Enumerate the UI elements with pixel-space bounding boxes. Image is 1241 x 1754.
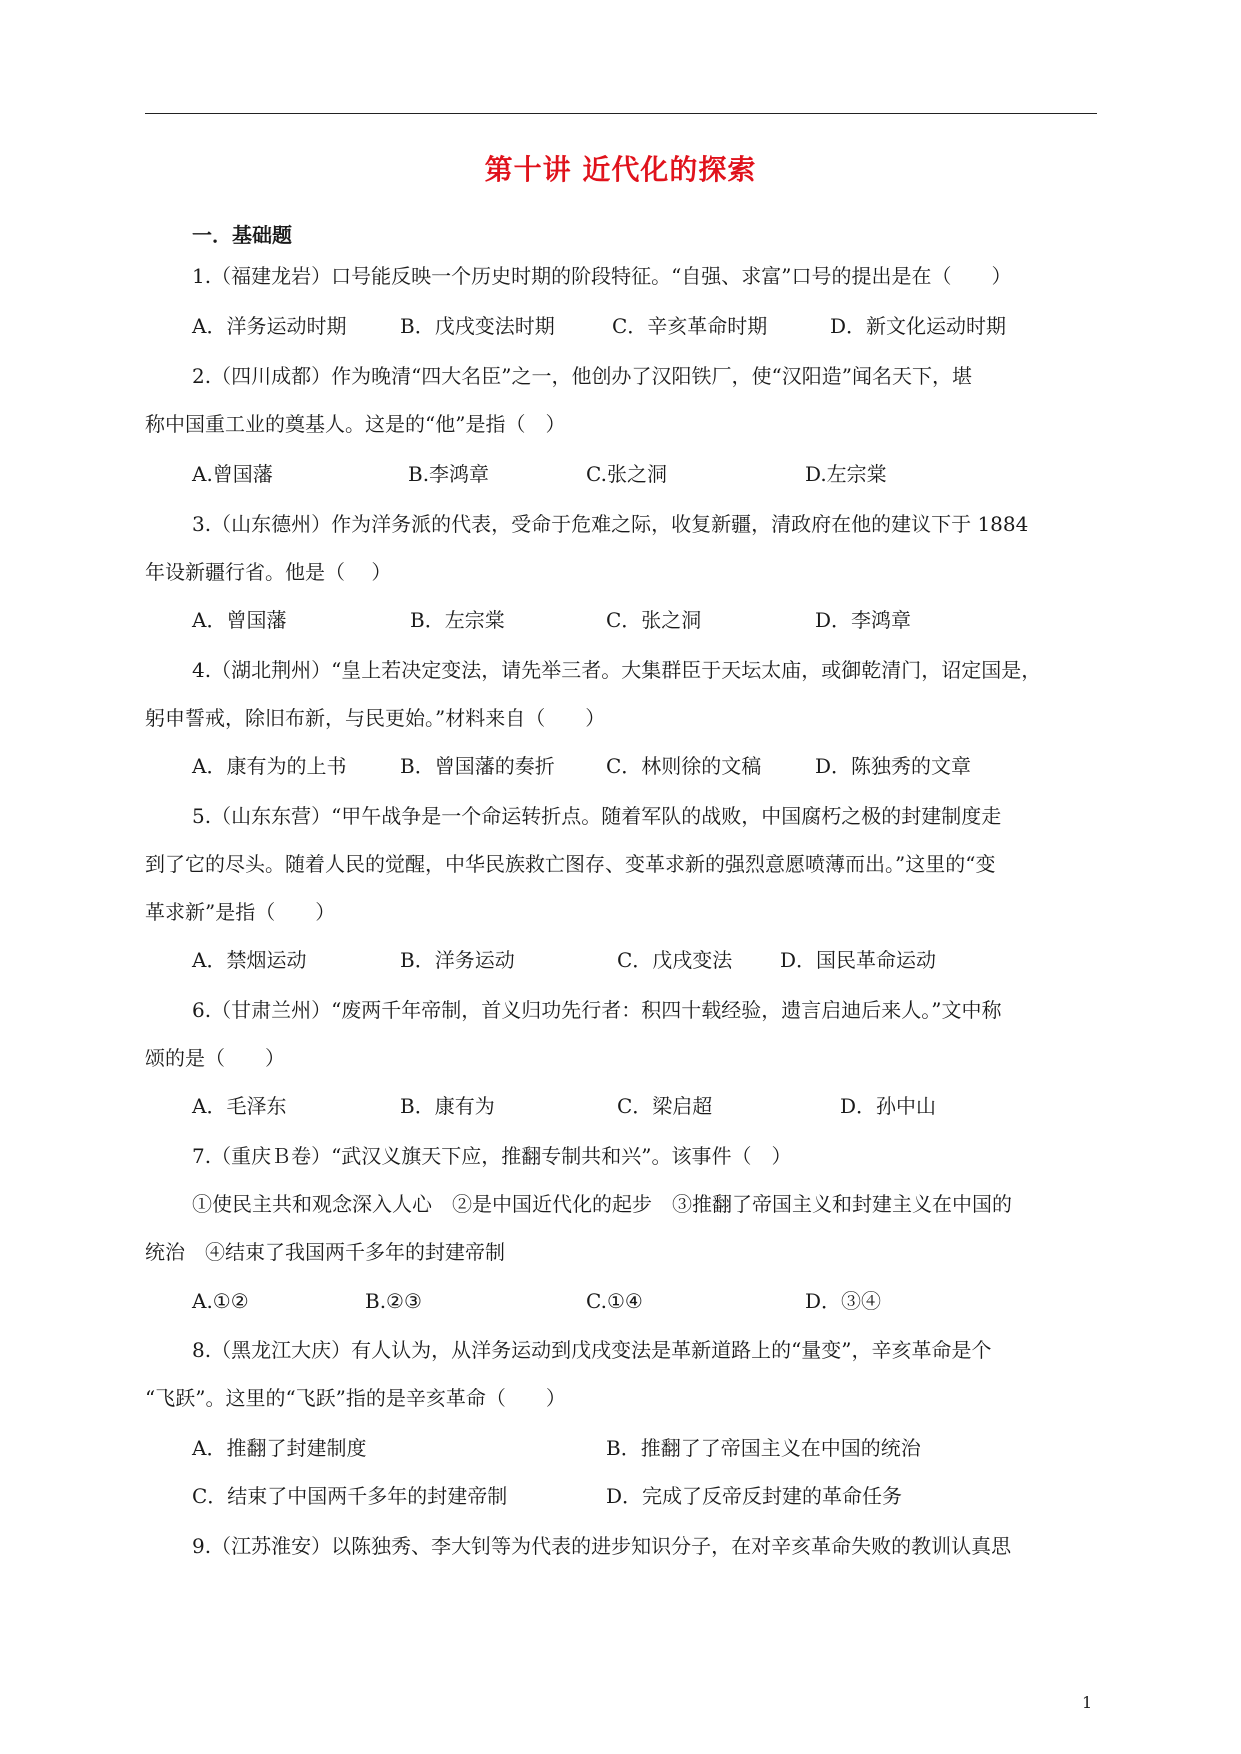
option-b: B．洋务运动 — [400, 948, 515, 972]
question-text: 1.（福建龙岩）口号能反映一个历史时期的阶段特征。“自强、求富”口号的提出是在（ ） — [192, 264, 1012, 288]
page-number: 1 — [1082, 1693, 1093, 1712]
option-c: C．辛亥革命时期 — [612, 314, 768, 338]
question-text: 年设新疆行省。他是（ ） — [145, 560, 392, 584]
question-text: 7.（重庆Ｂ卷）“武汉义旗天下应，推翻专制共和兴”。该事件（ ） — [192, 1144, 792, 1168]
option-c: C．林则徐的文稿 — [606, 754, 762, 778]
question-text: 颂的是（ ） — [145, 1046, 285, 1070]
option-c: C．戊戌变法 — [617, 948, 733, 972]
question-text: 8.（黑龙江大庆）有人认为，从洋务运动到戊戌变法是革新道路上的“量变”，辛亥革命是个 — [192, 1338, 992, 1362]
question-text: “飞跃”。这里的“飞跃”指的是辛亥革命（ ） — [145, 1386, 566, 1410]
option-b: B．康有为 — [400, 1094, 495, 1118]
question-text: 2.（四川成都）作为晚清“四大名臣”之一，他创办了汉阳铁厂，使“汉阳造”闻名天下，堪 — [192, 364, 972, 388]
option-a: A．康有为的上书 — [192, 754, 347, 778]
option-d: D．③④ — [805, 1289, 882, 1313]
option-b: B.李鸿章 — [408, 462, 490, 486]
section-heading: 一．基础题 — [192, 223, 292, 247]
page-title: 第十讲 近代化的探索 — [484, 153, 757, 186]
question-text: 9.（江苏淮安）以陈独秀、李大钊等为代表的进步知识分子，在对辛亥革命失败的教训认真思 — [192, 1534, 1012, 1558]
option-a: A．推翻了封建制度 — [192, 1436, 367, 1460]
option-a: A．曾国藩 — [192, 608, 287, 632]
option-d: D．陈独秀的文章 — [815, 754, 972, 778]
option-d: D．李鸿章 — [815, 608, 912, 632]
option-d: D．新文化运动时期 — [830, 314, 1007, 338]
option-b: B.②③ — [365, 1289, 422, 1313]
option-d: D．完成了反帝反封建的革命任务 — [606, 1484, 903, 1508]
question-text: ①使民主共和观念深入人心 ②是中国近代化的起步 ③推翻了帝国主义和封建主义在中国的 — [192, 1192, 1012, 1216]
option-d: D．国民革命运动 — [780, 948, 937, 972]
option-b: B．戊戌变法时期 — [400, 314, 555, 338]
question-text: 称中国重工业的奠基人。这是的“他”是指（ ） — [145, 412, 566, 436]
option-c: C.张之洞 — [586, 462, 667, 486]
question-text: 躬申誓戒，除旧布新，与民更始。”材料来自（ ） — [145, 706, 606, 730]
question-text: 3.（山东德州）作为洋务派的代表，受命于危难之际，收复新疆，清政府在他的建议下于 1884 — [192, 512, 1029, 536]
option-d: D．孙中山 — [840, 1094, 937, 1118]
option-a: A．禁烟运动 — [192, 948, 307, 972]
question-text: 6.（甘肃兰州）“废两千年帝制，首义归功先行者：积四十载经验，遗言启迪后来人。”文中称 — [192, 998, 1002, 1022]
option-b: B．左宗棠 — [410, 608, 505, 632]
question-text: 到了它的尽头。随着人民的觉醒，中华民族救亡图存、变革求新的强烈意愿喷薄而出。”这里的“变 — [145, 852, 996, 876]
option-b: B．推翻了了帝国主义在中国的统治 — [606, 1436, 921, 1460]
option-c: C．张之洞 — [606, 608, 702, 632]
question-text: 5.（山东东营）“甲午战争是一个命运转折点。随着军队的战败，中国腐朽之极的封建制度走 — [192, 804, 1002, 828]
question-text: 统治 ④结束了我国两千多年的封建帝制 — [145, 1240, 505, 1264]
option-c: C.①④ — [586, 1289, 643, 1313]
option-a: A.①② — [192, 1289, 249, 1313]
option-c: C．结束了中国两千多年的封建帝制 — [192, 1484, 508, 1508]
question-text: 4.（湖北荆州）“皇上若决定变法，请先举三者。大集群臣于天坛太庙，或御乾清门，诏定国是， — [192, 658, 1042, 682]
header-rule — [145, 113, 1097, 114]
option-a: A．毛泽东 — [192, 1094, 287, 1118]
option-d: D.左宗棠 — [805, 462, 887, 486]
option-b: B．曾国藩的奏折 — [400, 754, 555, 778]
option-a: A.曾国藩 — [192, 462, 273, 486]
question-text: 革求新”是指（ ） — [145, 900, 336, 924]
option-a: A．洋务运动时期 — [192, 314, 347, 338]
option-c: C．梁启超 — [617, 1094, 713, 1118]
